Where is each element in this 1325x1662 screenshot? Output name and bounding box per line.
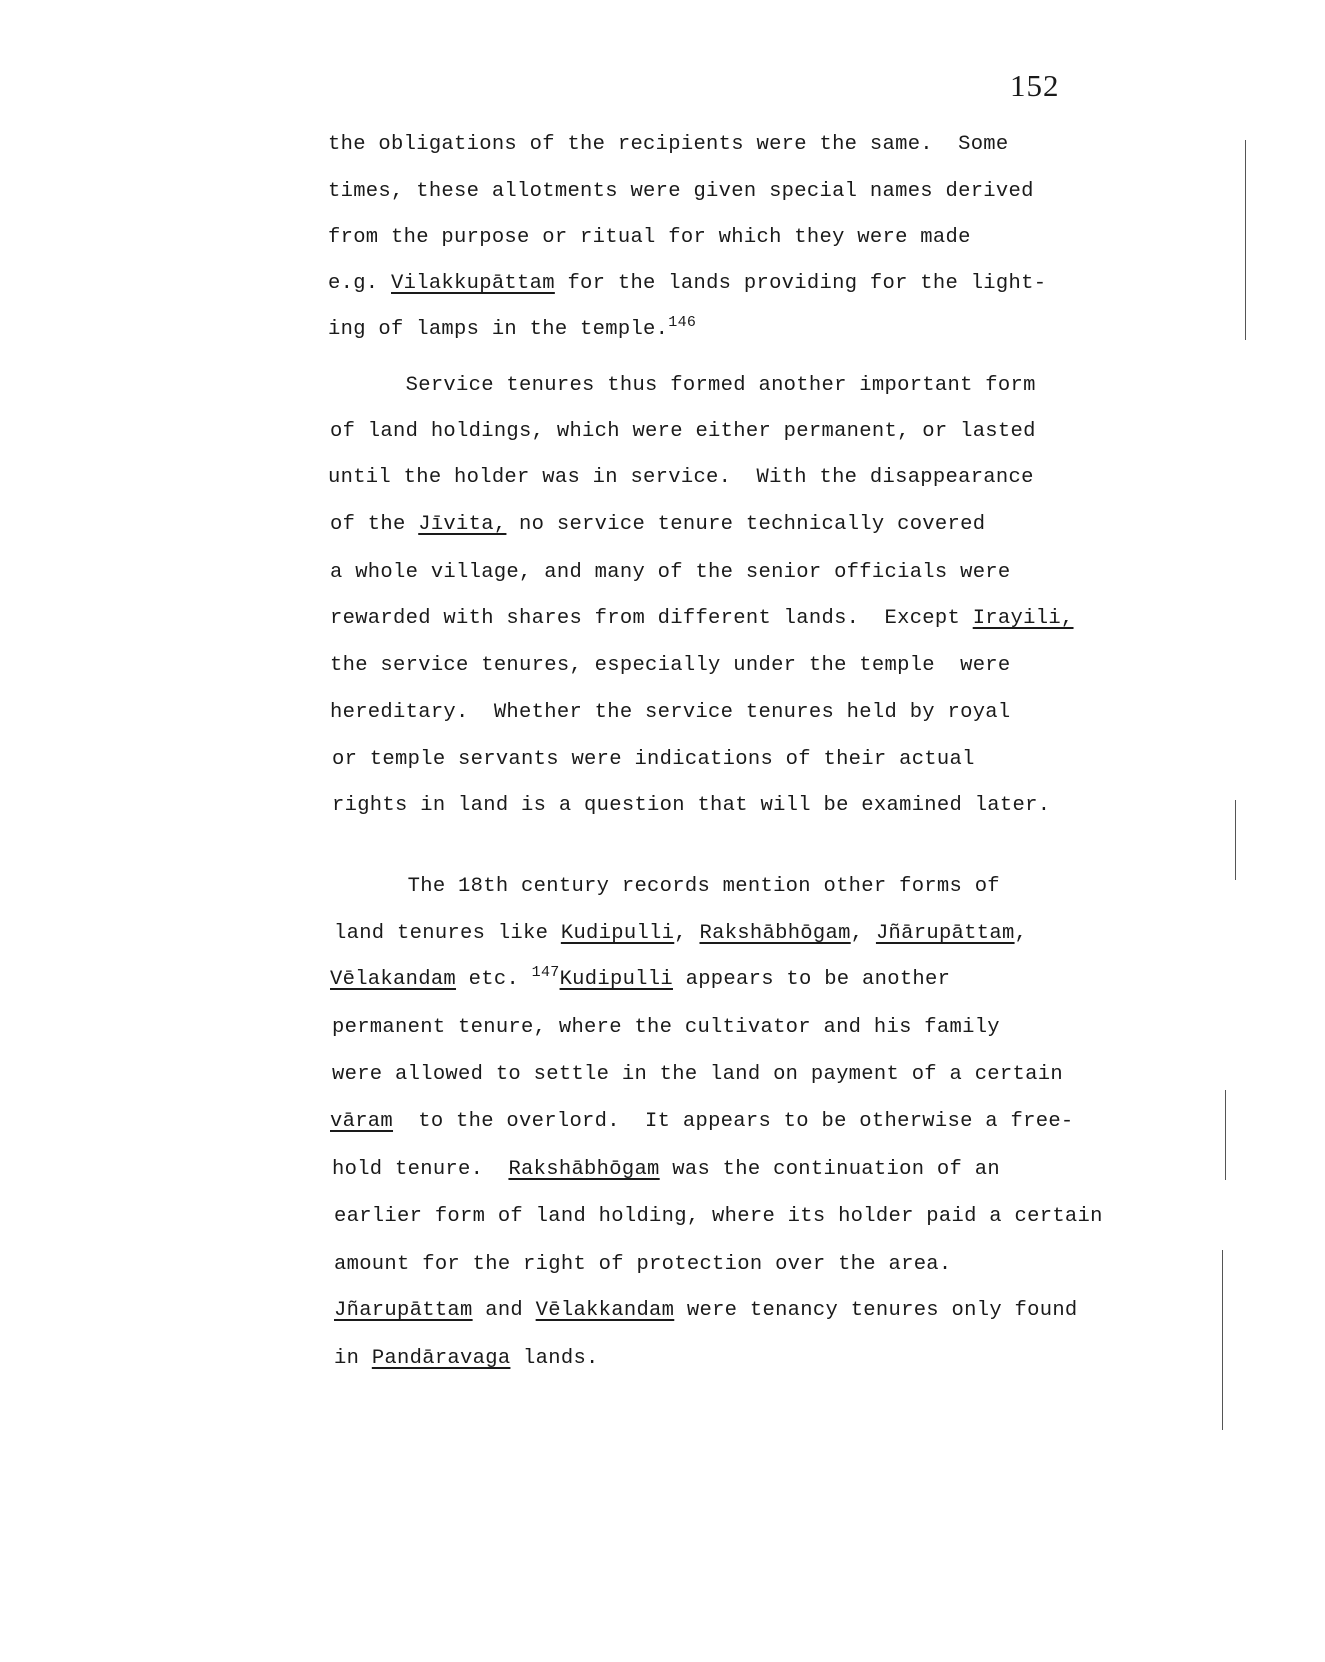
underlined-term: vāram bbox=[330, 1110, 394, 1133]
text-run: and bbox=[472, 1299, 536, 1322]
text-run: until the holder was in service. With the disappearance bbox=[328, 466, 1034, 489]
underlined-term: Pandāravaga bbox=[371, 1347, 511, 1370]
text-line bbox=[330, 1110, 1074, 1133]
text-line bbox=[330, 607, 1074, 630]
text-line bbox=[330, 654, 1011, 677]
text-line bbox=[334, 1205, 1103, 1228]
underlined-term: Irayili, bbox=[972, 607, 1074, 630]
text-run: or temple servants were indications of their actual bbox=[332, 748, 975, 771]
text-line bbox=[328, 272, 1046, 295]
underlined-term: Jīvita, bbox=[418, 513, 507, 536]
text-run: hold tenure. bbox=[332, 1158, 509, 1181]
text-line bbox=[330, 420, 1036, 443]
text-line bbox=[328, 226, 971, 249]
text-line bbox=[330, 964, 951, 991]
text-run: were allowed to settle in the land on payment of a certain bbox=[332, 1063, 1063, 1086]
text-line bbox=[330, 561, 1011, 584]
margin-line bbox=[1225, 1090, 1226, 1180]
text-line bbox=[328, 133, 1009, 156]
text-run: , bbox=[674, 922, 700, 945]
text-run: earlier form of land holding, where its holder paid a certain bbox=[334, 1205, 1103, 1228]
underlined-term: Rakshābhōgam bbox=[508, 1158, 660, 1181]
margin-line bbox=[1222, 1250, 1223, 1430]
footnote-ref: 146 bbox=[668, 314, 697, 331]
text-run: rewarded with shares from different lands. Except bbox=[330, 607, 973, 630]
underlined-term: Vēlakkandam bbox=[535, 1299, 675, 1322]
text-run: was the continuation of an bbox=[659, 1158, 1000, 1181]
text-run: the service tenures, especially under the temple were bbox=[330, 654, 1011, 677]
text-run: were tenancy tenures only found bbox=[674, 1299, 1078, 1322]
text-run: from the purpose or ritual for which they were made bbox=[328, 226, 971, 249]
underlined-term: Jñārupāttam bbox=[875, 922, 1015, 945]
text-line bbox=[332, 875, 1000, 898]
underlined-term: Kudipulli bbox=[559, 968, 673, 991]
text-run: rights in land is a question that will be examined later. bbox=[332, 794, 1051, 817]
text-line bbox=[328, 314, 697, 341]
underlined-term: Rakshābhōgam bbox=[699, 922, 851, 945]
text-line bbox=[332, 1063, 1063, 1086]
text-run: no service tenure technically covered bbox=[506, 513, 986, 536]
text-run: , bbox=[850, 922, 876, 945]
text-run: appears to be another bbox=[672, 968, 951, 991]
margin-line bbox=[1245, 140, 1246, 340]
text-run: etc. bbox=[456, 968, 532, 991]
text-line bbox=[332, 748, 975, 771]
text-line bbox=[334, 1299, 1078, 1322]
underlined-term: Jñarupāttam bbox=[334, 1299, 473, 1322]
text-run: a whole village, and many of the senior officials were bbox=[330, 561, 1011, 584]
underlined-term: Vēlakandam bbox=[330, 968, 457, 991]
text-run: times, these allotments were given special names derived bbox=[328, 180, 1034, 203]
text-run: the obligations of the recipients were the same. Some bbox=[328, 133, 1009, 156]
text-run: hereditary. Whether the service tenures held by royal bbox=[330, 701, 1011, 724]
text-run: permanent tenure, where the cultivator and his family bbox=[332, 1016, 1000, 1039]
text-line bbox=[328, 466, 1034, 489]
text-run: ing of lamps in the temple. bbox=[328, 318, 669, 341]
text-line bbox=[334, 1347, 599, 1370]
text-run: to the overlord. It appears to be otherwise a free- bbox=[393, 1110, 1074, 1133]
text-line bbox=[332, 794, 1050, 817]
text-run: for the lands providing for the light- bbox=[554, 272, 1047, 295]
text-line bbox=[328, 180, 1034, 203]
text-run: in bbox=[334, 1347, 372, 1370]
text-run: land tenures like bbox=[334, 922, 561, 945]
text-run: e.g. bbox=[328, 272, 392, 295]
underlined-term: Vilakkupāttam bbox=[391, 272, 555, 295]
text-run: lands. bbox=[510, 1347, 599, 1370]
text-line bbox=[332, 1016, 1000, 1039]
underlined-term: Kudipulli bbox=[560, 922, 675, 945]
text-run: amount for the right of protection over the area. bbox=[334, 1253, 952, 1276]
text-run: of the bbox=[330, 513, 419, 536]
text-run: of land holdings, which were either permanent, or lasted bbox=[330, 420, 1036, 443]
footnote-ref: 147 bbox=[531, 964, 560, 981]
margin-line bbox=[1235, 800, 1236, 880]
text-line bbox=[332, 1158, 1000, 1181]
text-line bbox=[334, 922, 1027, 945]
text-run: The 18th century records mention other forms of bbox=[332, 875, 1000, 898]
text-line bbox=[330, 701, 1011, 724]
page-number: 152 bbox=[1010, 68, 1060, 103]
text-line bbox=[334, 1253, 952, 1276]
text-line bbox=[330, 513, 985, 536]
text-run: , bbox=[1014, 922, 1028, 945]
text-run: Service tenures thus formed another important form bbox=[330, 374, 1036, 397]
text-line bbox=[330, 374, 1036, 397]
